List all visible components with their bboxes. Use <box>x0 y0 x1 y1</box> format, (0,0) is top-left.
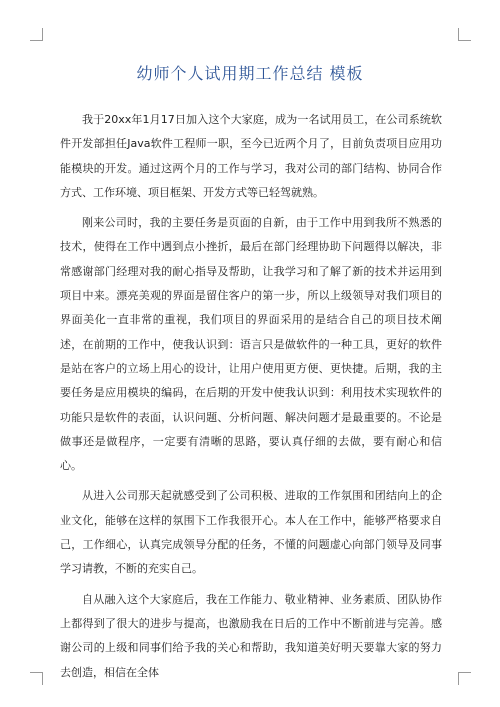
crop-mark-bottom-left <box>30 672 43 685</box>
paragraph-4: 自从融入这个大家庭后，我在工作能力、敬业精神、业务素质、团队协作上都得到了很大的进步与提高，也激励我在日后的工作中不断前进与完善。感谢公司的上级和同事们给予我的关心和帮助，我知道美好明天要靠大家的努力去创造，相信在全体 <box>60 592 442 679</box>
paragraph-2: 刚来公司时，我的主要任务是页面的自新，由于工作中用到我所不熟悉的技术，使得在工作中遇到点小挫折，最后在部门经理协助下问题得以解决，非常感谢部门经理对我的耐心指导及帮助，让我学习和了解了新的技术并运用到项目中来。漂亮美观的界面是留住客户的第一步，所以上级领导对我们项目的界面美化一直非常的重视，我们项目的界面采用的是结合自己的项目技术阐述，在前期的工作中，使我认识到：语言只是做软件的一种工具，更好的软件是站在客户的立场上用心的设计，让用户使用更方便、更快捷。后期，我的主要任务是应用模块的编码，在后期的开发中使我认识到：利用技术实现软件的功能只是软件的表面，认识问题、分析问题、解决问题才是最重要的。不论是做事还是做程序，一定要有清晰的思路，要认真仔细的去做，要有耐心和信心。 <box>60 216 442 473</box>
paragraph-1: 我于20xx年1月17日加入这个大家庭，成为一名试用员工，在公司系统软件开发部担任Java软件工程师一职，至今已近两个月了，目前负责项目应用功能模块的开发。通过这两个月的工作与学习，我对公司的部门结构、协同合作方式、工作环境、项目框架、开发方式等已轻驾就熟。 <box>60 113 442 199</box>
crop-mark-bottom-right <box>458 672 471 685</box>
paragraph-3: 从进入公司那天起就感受到了公司积极、进取的工作氛围和团结向上的企业文化，能够在这样的氛围下工作我很开心。本人在工作中，能够严格要求自己，工作细心，认真完成领导分配的任务，不懂的问题虚心向部门领导及同事学习请教，不断的充实自己。 <box>60 489 442 576</box>
crop-mark-top-left <box>30 28 43 41</box>
document-body <box>60 108 442 691</box>
document-title: 幼师个人试用期工作总结 模板 <box>136 64 364 83</box>
crop-mark-top-right <box>458 28 471 41</box>
